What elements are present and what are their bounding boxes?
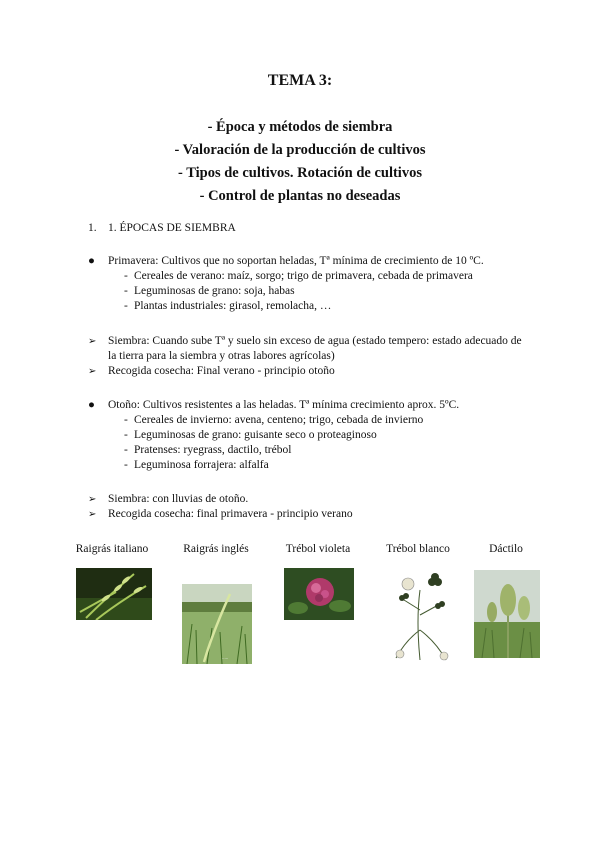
primavera-siembra: Siembra: Cuando sube Tª y suelo sin exceso de agua (estado tempero: estado adecuado de la tierra para la siembra y otras labores agrícolas) xyxy=(108,335,522,362)
grass-photo-icon xyxy=(76,568,152,620)
caption-raigras-ingles: Raigrás inglés xyxy=(183,543,249,555)
otono-item: Pratenses: ryegrass, dactilo, trébol xyxy=(134,444,292,456)
otono-item: Leguminosas de grano: guisante seco o proteaginoso xyxy=(134,429,377,441)
otono-bullet: Otoño: Cultivos resistentes a las heladas. Tª mínima crecimiento aprox. 5ºC. xyxy=(108,399,460,411)
bullet-dot-icon: ● xyxy=(88,399,95,411)
bullet-dot-icon: ● xyxy=(88,255,95,267)
arrow-bullet-icon: ➢ xyxy=(88,509,97,520)
dash-icon: - xyxy=(124,444,128,456)
svg-text:·····: ····· xyxy=(222,656,229,661)
primavera-cosecha: Recogida cosecha: Final verano - principio otoño xyxy=(108,365,335,377)
white-clover-illustration-icon xyxy=(386,570,454,666)
arrow-bullet-icon: ➢ xyxy=(88,366,97,377)
caption-trebol-violeta: Trébol violeta xyxy=(285,543,351,555)
otono-siembra: Siembra: con lluvias de otoño. xyxy=(108,493,249,505)
primavera-bullet: Primavera: Cultivos que no soportan heladas, Tª mínima de crecimiento de 10 ºC. xyxy=(108,255,484,267)
primavera-item: Leguminosas de grano: soja, habas xyxy=(134,285,295,297)
section-label: 1. ÉPOCAS DE SIEMBRA xyxy=(108,222,236,234)
dash-icon: - xyxy=(124,429,128,441)
subtitle-item: - Valoración de la producción de cultivos xyxy=(174,142,426,158)
subtitle-item: - Tipos de cultivos. Rotación de cultivos xyxy=(178,165,422,181)
primavera-item: Cereales de verano: maíz, sorgo; trigo de primavera, cebada de primavera xyxy=(134,270,473,282)
dactylis-photo-icon xyxy=(474,570,540,658)
subtitle-list xyxy=(0,116,600,208)
dash-icon: - xyxy=(124,285,128,297)
arrow-bullet-icon: ➢ xyxy=(88,336,97,347)
subtitle-item: - Época y métodos de siembra xyxy=(207,119,393,135)
dash-icon: - xyxy=(124,270,128,282)
primavera-notes xyxy=(88,334,528,379)
grass-field-photo-icon xyxy=(182,584,252,664)
primavera-item: Plantas industriales: girasol, remolacha, … xyxy=(134,300,332,312)
primavera-block xyxy=(88,254,528,314)
dash-icon: - xyxy=(124,414,128,426)
arrow-bullet-icon: ➢ xyxy=(88,494,97,505)
otono-notes xyxy=(88,492,528,522)
red-clover-photo-icon xyxy=(284,568,354,620)
dash-icon: - xyxy=(124,459,128,471)
page-title: TEMA 3: xyxy=(267,72,333,89)
dash-icon: - xyxy=(124,300,128,312)
otono-block xyxy=(88,398,528,473)
caption-trebol-blanco: Trébol blanco xyxy=(386,543,450,555)
otono-item: Cereales de invierno: avena, centeno; trigo, cebada de invierno xyxy=(134,414,424,426)
caption-dactilo: Dáctilo xyxy=(489,543,523,555)
otono-cosecha: Recogida cosecha: final primavera - principio verano xyxy=(108,508,353,520)
otono-item: Leguminosa forrajera: alfalfa xyxy=(134,459,269,471)
caption-raigras-italiano: Raigrás italiano xyxy=(75,543,149,555)
section-number: 1. xyxy=(88,222,97,234)
section-heading xyxy=(88,222,236,234)
subtitle-item: - Control de plantas no deseadas xyxy=(199,188,401,204)
